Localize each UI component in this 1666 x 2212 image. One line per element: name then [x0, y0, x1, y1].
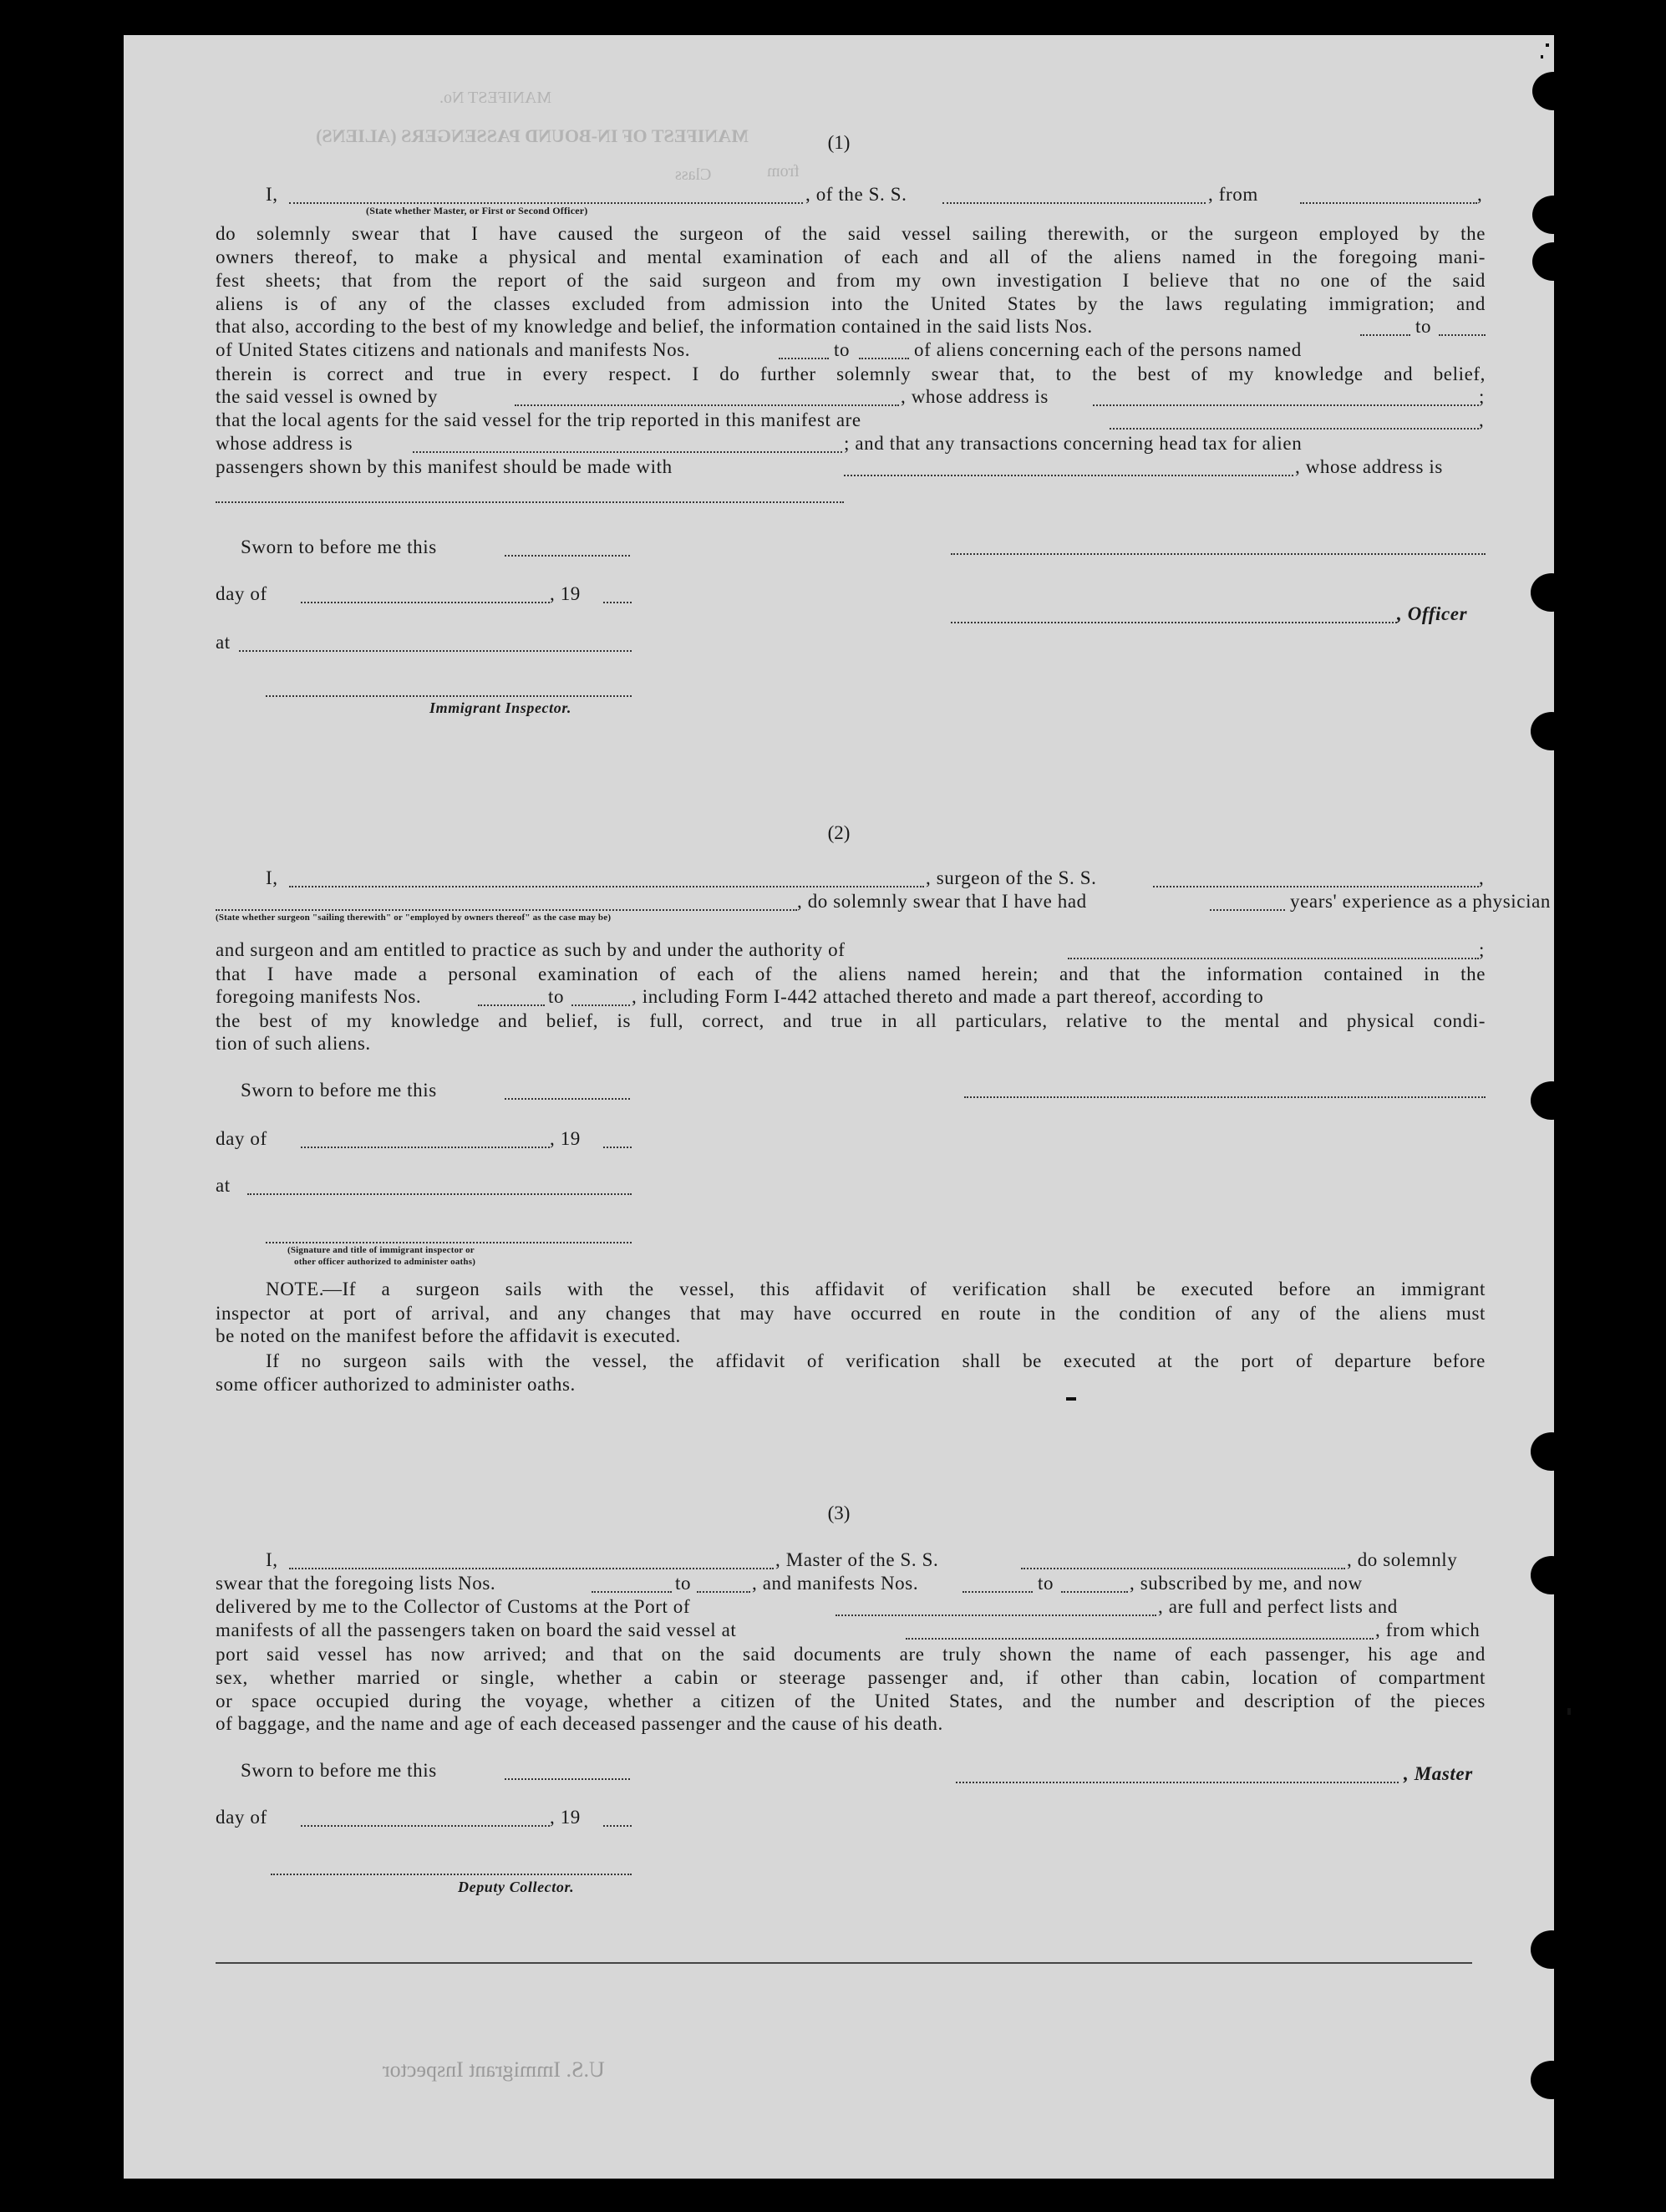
- bleed-bottom: U.S. Immigrant Inspector: [383, 2057, 605, 2082]
- bleed-from: from: [767, 162, 800, 181]
- s2-line4: that I have made a personal examination of each of the aliens named herein; and that the information contained in the: [216, 964, 1486, 984]
- bleed-class: Class: [675, 165, 712, 184]
- s2-at: at: [216, 1175, 231, 1196]
- s2-day-of: day of: [216, 1128, 267, 1149]
- s2-note-3: be noted on the manifest before the affidavit is executed.: [216, 1325, 681, 1346]
- s1-day-of: day of: [216, 583, 267, 604]
- s1-from: , from: [1208, 184, 1258, 205]
- s3-master-sig: , Master: [1404, 1763, 1473, 1784]
- s1-officer: , Officer: [1397, 603, 1468, 624]
- s1-year: , 19: [550, 583, 581, 604]
- s2-note-label: NOTE.: [266, 1279, 325, 1299]
- s1-to-2: to: [834, 339, 851, 360]
- s3-l6: sex, whether married or single, whether a cabin or steerage passenger and, if other than cabin, location of compartment: [216, 1667, 1486, 1688]
- s3-day-of: day of: [216, 1807, 267, 1828]
- s3-sworn: Sworn to before me this: [241, 1760, 437, 1781]
- s3-l8: of baggage, and the name and age of each deceased passenger and the cause of his death.: [216, 1713, 943, 1734]
- s3-do-solemnly: , do solemnly: [1347, 1549, 1458, 1570]
- s2-years: years' experience as a physician: [1290, 891, 1551, 912]
- s2-sworn: Sworn to before me this: [241, 1080, 437, 1101]
- s1-semicolon: ;: [1479, 386, 1485, 407]
- s1-para-7: therein is correct and true in every respect. I do further solemnly swear that, to the best of my knowledge and belief,: [216, 364, 1486, 384]
- s3-l4a: manifests of all the passengers taken on board the said vessel at: [216, 1620, 737, 1640]
- s3-l3b: , are full and perfect lists and: [1158, 1596, 1398, 1617]
- s2-sig-note-1: (Signature and title of immigrant inspector or: [287, 1245, 475, 1255]
- s1-of-ss: , of the S. S.: [805, 184, 907, 205]
- s1-sworn: Sworn to before me this: [241, 536, 437, 557]
- s3-i: I,: [266, 1549, 278, 1570]
- s2-line5b: to: [548, 986, 565, 1007]
- s2-comma: ,: [1479, 867, 1485, 888]
- s3-l5: port said vessel has now arrived; and that on the said documents are truly shown the name of each passenger, his age and: [216, 1644, 1486, 1665]
- s1-note-master: (State whether Master, or First or Second Officer): [366, 205, 588, 216]
- s1-para-4: aliens is of any of the classes excluded from admission into the United States by the laws regulating immigration; and: [216, 293, 1486, 314]
- s1-i: I,: [266, 184, 278, 205]
- s2-note-surgeon: (State whether surgeon "sailing therewith" or "employed by owners thereof" as the case may be): [216, 913, 612, 923]
- s3-year: , 19: [550, 1807, 581, 1828]
- s1-to-1: to: [1415, 316, 1432, 337]
- s2-line5a: foregoing manifests Nos.: [216, 986, 422, 1007]
- s1-comma: ,: [1477, 184, 1483, 205]
- s1-para-9: that the local agents for the said vessel for the trip reported in this manifest are: [216, 409, 861, 430]
- s2-line7: tion of such aliens.: [216, 1033, 371, 1054]
- s1-comma-2: ,: [1479, 409, 1485, 430]
- s3-l7: or space occupied during the voyage, whether a citizen of the United States, and the number and description of the pieces: [216, 1691, 1486, 1711]
- s2-i: I,: [266, 867, 278, 888]
- s1-at: at: [216, 632, 231, 653]
- s2-swear: , do solemnly swear that I have had: [797, 891, 1087, 912]
- s2-year: , 19: [550, 1128, 581, 1149]
- bleed-title: MANIFEST OF IN-BOUND PASSENGERS (ALIENS): [316, 125, 749, 146]
- s1-para-6: of United States citizens and nationals and manifests Nos.: [216, 339, 691, 360]
- s2-line3: and surgeon and am entitled to practice as such by and under the authority of: [216, 939, 846, 960]
- s1-inspector: Immigrant Inspector.: [429, 699, 572, 716]
- document-page: [124, 35, 1554, 2179]
- s3-l2e: , subscribed by me, and now: [1130, 1573, 1363, 1594]
- s3-l2c: , and manifests Nos.: [752, 1573, 919, 1594]
- s1-whose-address: , whose address is: [901, 386, 1049, 407]
- s2-note-2: inspector at port of arrival, and any changes that may have occurred en route in the condition of any of the aliens must: [216, 1303, 1486, 1324]
- s3-l2b: to: [675, 1573, 692, 1594]
- bleed-manifest-no: MANIFEST No.: [439, 89, 552, 107]
- s2-sig-note-2: other officer authorized to administer oaths): [294, 1257, 476, 1267]
- s1-para-8: the said vessel is owned by: [216, 386, 438, 407]
- s1-para-5: that also, according to the best of my knowledge and belief, the information contained in the said lists Nos.: [216, 316, 1093, 337]
- section2-heading: (2): [827, 822, 851, 843]
- s1-concerning: of aliens concerning each of the persons named: [914, 339, 1302, 360]
- s1-para-3: fest sheets; that from the report of the said surgeon and from my own investigation I believe that no one of the said: [216, 270, 1486, 291]
- s2-note-1: —If a surgeon sails with the vessel, this affidavit of verification shall be executed before an immigrant: [323, 1279, 1486, 1299]
- s1-para-2: owners thereof, to make a physical and mental examination of each and all of the aliens named in the foregoing mani-: [216, 247, 1486, 267]
- s2-surgeon: , surgeon of the S. S.: [926, 867, 1097, 888]
- s3-l4b: , from which: [1375, 1620, 1481, 1640]
- s2-note-5: some officer authorized to administer oaths.: [216, 1374, 576, 1395]
- section1-heading: (1): [827, 132, 851, 153]
- section3-heading: (3): [827, 1503, 851, 1523]
- s3-l3a: delivered by me to the Collector of Customs at the Port of: [216, 1596, 691, 1617]
- s2-line5c: , including Form I-442 attached thereto and made a part thereof, according to: [632, 986, 1264, 1007]
- s1-whose-address-end: , whose address is: [1295, 456, 1443, 477]
- s1-para-10: whose address is: [216, 433, 353, 454]
- s1-para-11: passengers shown by this manifest should be made with: [216, 456, 673, 477]
- s2-semicolon: ;: [1479, 939, 1485, 960]
- s3-l2d: to: [1038, 1573, 1054, 1594]
- s2-line6: the best of my knowledge and belief, is full, correct, and true in all particulars, relative to the mental and physical condi-: [216, 1010, 1486, 1031]
- s3-master: , Master of the S. S.: [775, 1549, 939, 1570]
- s1-head-tax: ; and that any transactions concerning head tax for alien: [844, 433, 1303, 454]
- s3-l2a: swear that the foregoing lists Nos.: [216, 1573, 496, 1594]
- s2-note-4: If no surgeon sails with the vessel, the affidavit of verification shall be executed at the port of departure before: [266, 1350, 1486, 1371]
- s1-para-1: do solemnly swear that I have caused the surgeon of the said vessel sailing therewith, or the surgeon employed by the: [216, 223, 1486, 244]
- s3-deputy: Deputy Collector.: [458, 1879, 575, 1895]
